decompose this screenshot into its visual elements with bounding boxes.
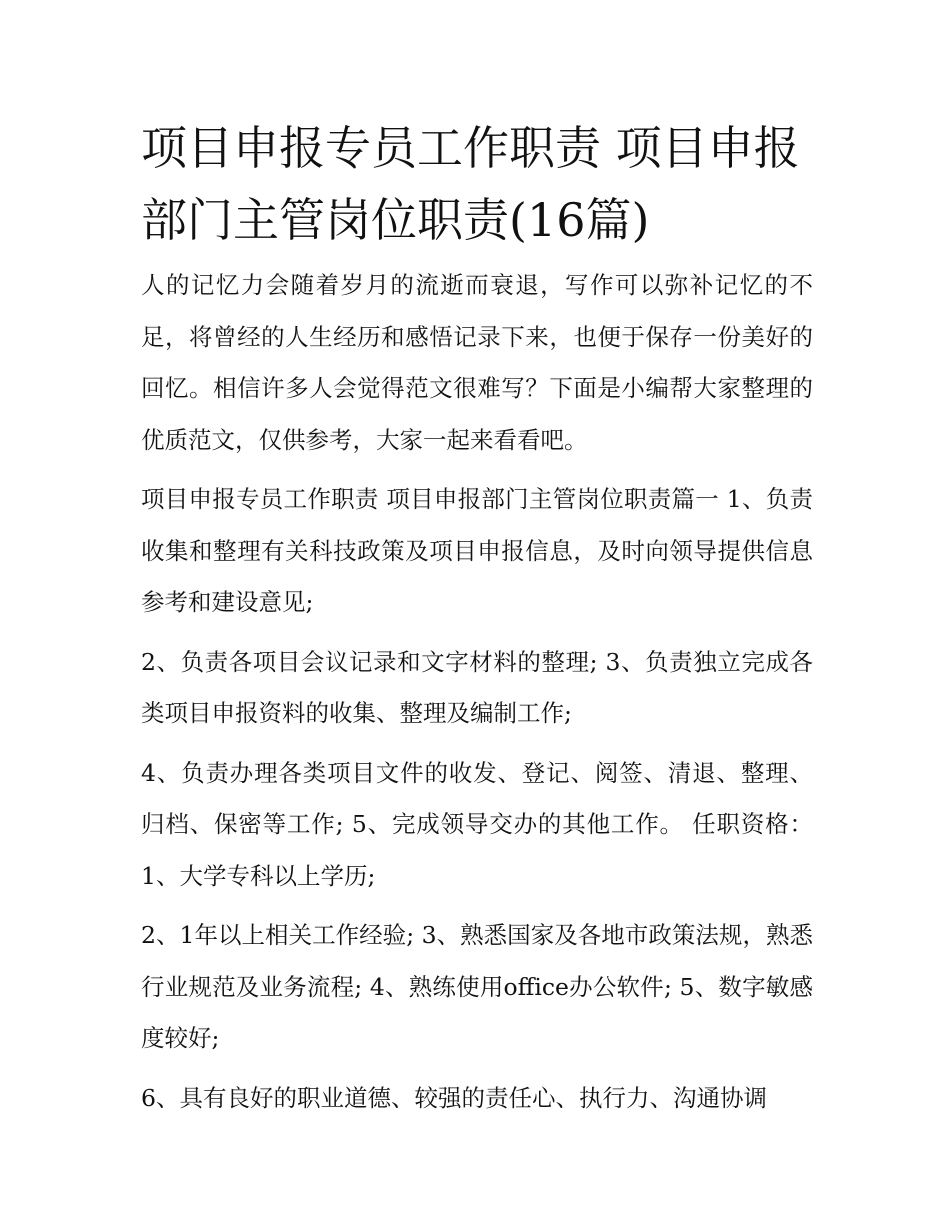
paragraph-intro: 人的记忆力会随着岁月的流逝而衰退，写作可以弥补记忆的不足，将曾经的人生经历和感悟记录下来，也便于保存一份美好的回忆。相信许多人会觉得范文很难写？下面是小编帮大家整理的优质范文，仅供参考，大家一起来看看吧。 — [141, 271, 813, 454]
paragraph-requirement-6: 6、具有良好的职业道德、较强的责任心、执行力、沟通协调 — [141, 1083, 767, 1112]
document-title: 项目申报专员工作职责 项目申报部门主管岗位职责(16篇) — [141, 121, 800, 247]
paragraph-duty-2-3: 2、负责各项目会议记录和文字材料的整理; 3、负责独立完成各类项目申报资料的收集、整理及编制工作; — [141, 647, 813, 727]
paragraph-duty-1: 项目申报专员工作职责 项目申报部门主管岗位职责篇一 1、负责收集和整理有关科技政策及项目申报信息，及时向领导提供信息参考和建设意见; — [141, 485, 813, 616]
document-page — [141, 112, 813, 1124]
paragraph-requirements-2-5: 2、1年以上相关工作经验; 3、熟悉国家及各地市政策法规，熟悉行业规范及业务流程; 4、熟练使用office办公软件; 5、数字敏感度较好; — [141, 921, 813, 1052]
paragraph-duty-4-5-requirements: 4、负责办理各类项目文件的收发、登记、阅签、清退、整理、归档、保密等工作; 5、完成领导交办的其他工作。 任职资格： 1、大学专科以上学历; — [141, 758, 813, 890]
